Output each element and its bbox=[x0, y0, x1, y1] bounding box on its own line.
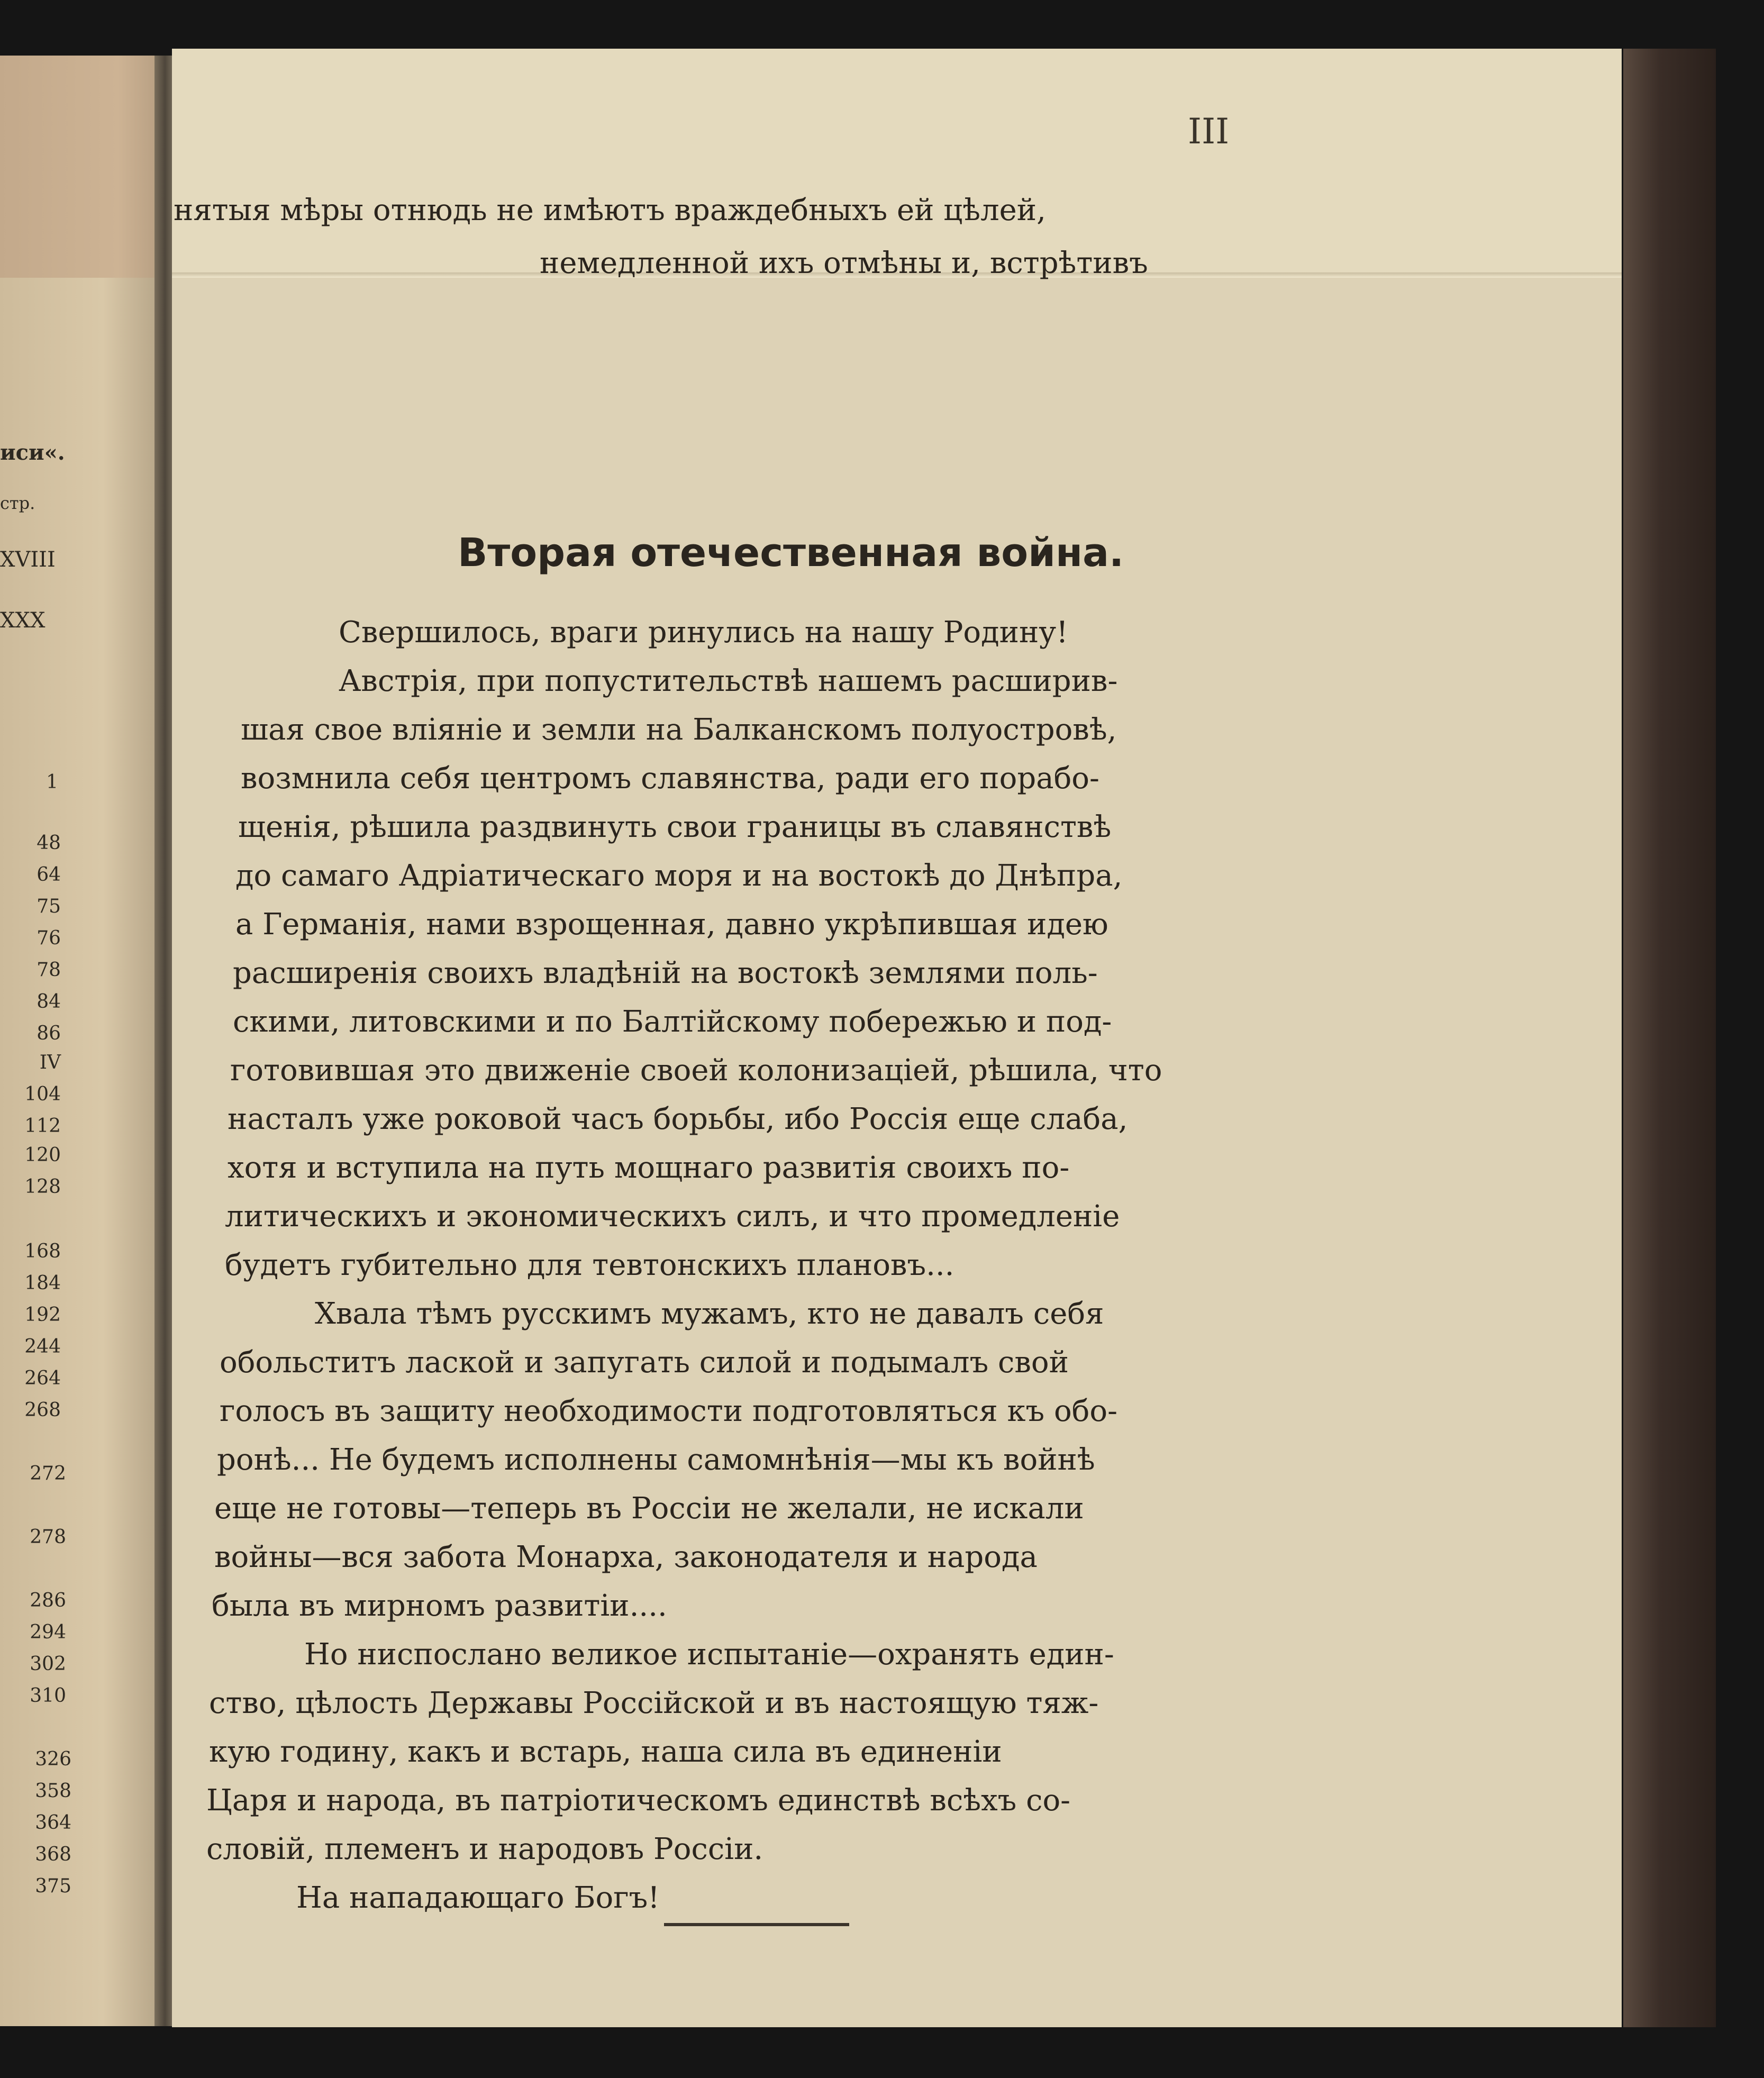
body-line: войны—вся забота Монарха, законодателя и народа bbox=[214, 1540, 1038, 1574]
body-line: На нападающаго Богъ! bbox=[296, 1881, 660, 1915]
body-line: голосъ въ защиту необходимости подготовляться къ обо- bbox=[220, 1394, 1118, 1428]
left-page-number: 78 bbox=[37, 959, 61, 981]
left-page-number: 120 bbox=[24, 1144, 61, 1166]
body-line: хотя и вступила на путь мощнаго развитія своихъ по- bbox=[228, 1151, 1070, 1185]
left-page-number: 184 bbox=[24, 1272, 61, 1294]
left-page-number: 272 bbox=[30, 1463, 66, 1484]
left-page-fragment: стр. bbox=[0, 493, 35, 513]
left-page-number: 278 bbox=[30, 1526, 66, 1548]
left-page-number: 1 bbox=[46, 771, 58, 793]
body-line: кую годину, какъ и встарь, наша сила въ единеніи bbox=[209, 1735, 1002, 1769]
left-page-fragment: XXX bbox=[0, 608, 46, 633]
body-line: насталъ уже роковой часъ борьбы, ибо Россія еще слаба, bbox=[228, 1102, 1128, 1136]
left-page-number: 310 bbox=[30, 1685, 66, 1707]
left-page-number: 364 bbox=[35, 1812, 71, 1834]
body-line: была въ мирномъ развитіи.... bbox=[212, 1589, 667, 1623]
left-page-number: 128 bbox=[24, 1176, 61, 1198]
left-page-fragment: XVIII bbox=[0, 548, 56, 572]
left-page-number: 368 bbox=[35, 1844, 71, 1865]
left-page-number: 64 bbox=[37, 864, 61, 886]
body-line: ронѣ... Не будемъ исполнены самомнѣнія—мы къ войнѣ bbox=[217, 1443, 1095, 1477]
section-end-rule bbox=[664, 1923, 849, 1926]
left-page-number: 104 bbox=[24, 1083, 61, 1105]
body-line: обольститъ лаской и запугать силой и подымалъ свой bbox=[220, 1345, 1069, 1380]
left-page-number: 286 bbox=[30, 1590, 66, 1611]
chapter-title: Вторая отечественная война. bbox=[458, 530, 1124, 576]
body-line: Царя и народа, въ патріотическомъ единствѣ всѣхъ со- bbox=[206, 1783, 1071, 1818]
body-line: будетъ губительно для тевтонскихъ плановъ... bbox=[225, 1248, 954, 1282]
body-line: Австрія, при попустительствѣ нашемъ расширив- bbox=[339, 664, 1118, 698]
left-page-number: IV bbox=[39, 1052, 61, 1073]
body-line: готовившая это движеніе своей колонизаціей, рѣшила, что bbox=[230, 1053, 1162, 1088]
body-line: Свершилось, враги ринулись на нашу Родину! bbox=[339, 615, 1068, 650]
body-line: Хвала тѣмъ русскимъ мужамъ, кто не давалъ себя bbox=[315, 1297, 1104, 1331]
body-line: скими, литовскими и по Балтійскому побережью и под- bbox=[233, 1005, 1112, 1039]
left-page-number: 76 bbox=[37, 927, 61, 949]
body-line: расширенія своихъ владѣній на востокѣ землями поль- bbox=[233, 956, 1098, 990]
body-line: щенія, рѣшила раздвинуть свои границы въ славянствѣ bbox=[238, 810, 1112, 844]
left-page-number: 192 bbox=[24, 1304, 61, 1326]
body-line: словій, племенъ и народовъ Россіи. bbox=[206, 1832, 763, 1866]
left-page-number: 48 bbox=[37, 832, 61, 854]
body-line: а Германія, нами взрощенная, давно укрѣпившая идею bbox=[235, 907, 1108, 942]
body-line: еще не готовы—теперь въ Россіи не желали, не искали bbox=[214, 1491, 1084, 1526]
page-number: III bbox=[1188, 111, 1230, 152]
left-page-number: 86 bbox=[37, 1023, 61, 1044]
left-page-number: 375 bbox=[35, 1875, 71, 1897]
left-page-number: 294 bbox=[30, 1621, 66, 1643]
body-line: до самаго Адріатическаго моря и на востокѣ до Днѣпра, bbox=[235, 859, 1123, 893]
top-text-line: нятыя мѣры отнюдь не имѣютъ враждебныхъ ей цѣлей, bbox=[174, 193, 1046, 227]
left-page-fragment: иси«. bbox=[0, 440, 65, 465]
left-page-number: 75 bbox=[37, 896, 61, 917]
body-line: Но ниспослано великое испытаніе—охранять един- bbox=[304, 1637, 1114, 1672]
left-page-number: 84 bbox=[37, 991, 61, 1013]
top-text-line: немедленной ихъ отмѣны и, встрѣтивъ bbox=[540, 246, 1148, 280]
left-page-number: 168 bbox=[24, 1241, 61, 1262]
folded-page-strip bbox=[172, 49, 1622, 275]
body-line: шая свое вліяніе и земли на Балканскомъ полуостровѣ, bbox=[241, 713, 1117, 747]
left-page-number: 264 bbox=[24, 1368, 61, 1389]
left-page-number: 326 bbox=[35, 1748, 71, 1770]
left-page-number: 268 bbox=[24, 1399, 61, 1421]
body-line: возмнила себя центромъ славянства, ради его порабо- bbox=[241, 761, 1099, 796]
left-page-number: 358 bbox=[35, 1780, 71, 1802]
left-page-number: 244 bbox=[24, 1336, 61, 1357]
left-page-number: 302 bbox=[30, 1653, 66, 1675]
book-cover-edge bbox=[1623, 49, 1716, 2027]
left-page-number: 112 bbox=[24, 1115, 61, 1137]
body-line: литическихъ и экономическихъ силъ, и что промедленіе bbox=[225, 1199, 1120, 1234]
body-line: ство, цѣлость Державы Россійской и въ настоящую тяж- bbox=[209, 1686, 1099, 1720]
left-page-folded-corner bbox=[0, 56, 169, 278]
